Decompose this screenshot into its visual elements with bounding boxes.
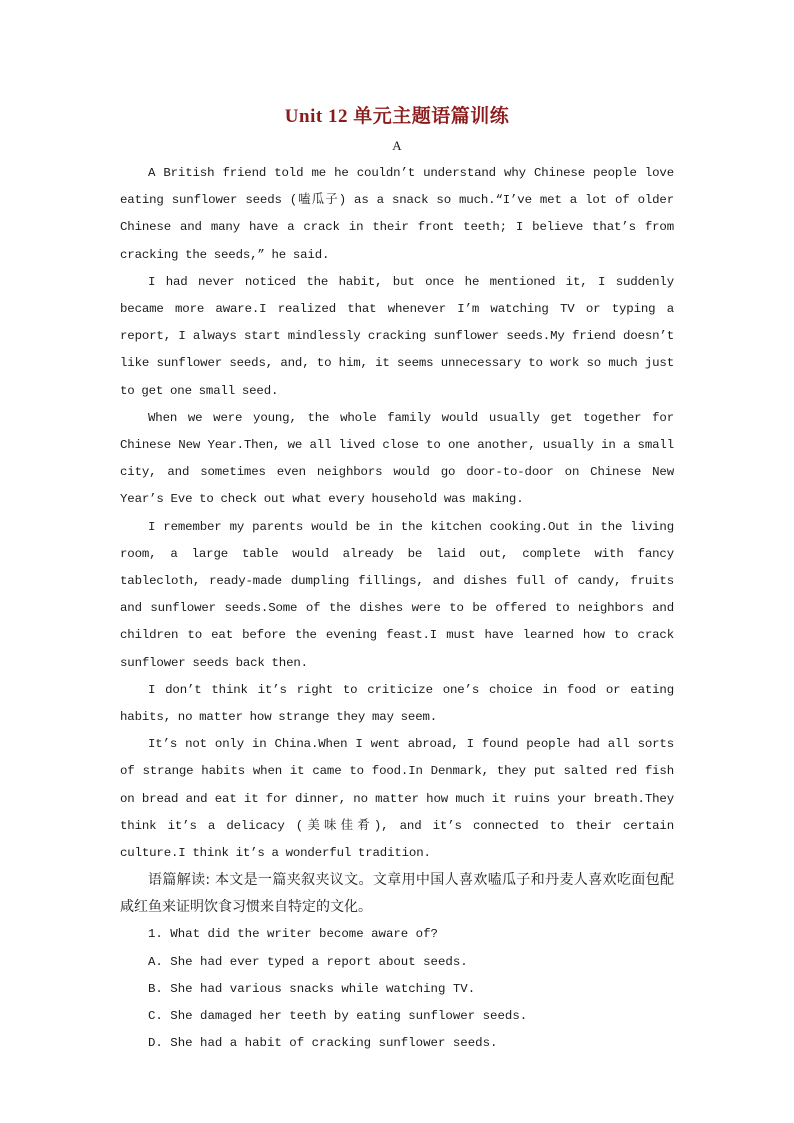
passage-paragraph-2: I had never noticed the habit, but once he mentioned it, I suddenly became more aware.I realized that whenever I’m watching TV or typing a report, I always start mindlessly cracking sunflower seeds.My friend doesn’t like sunflower seeds, and, to him, it seems unnecessary to work so much just to get one small seed.	[120, 274, 674, 398]
passage-paragraph-1: A British friend told me he couldn’t understand why Chinese people love eating sunflower seeds (嗑瓜子) as a snack so much.“I’ve met a lot of older Chinese and many have a crack in their front teeth; I believe that’s from cracking the seeds,” he said.	[120, 166, 674, 262]
document-page	[120, 104, 674, 1058]
passage-paragraph-6: It’s not only in China.When I went abroad, I found people had all sorts of strange habits when it came to food.In Denmark, they put salted red fish on bread and eat it for dinner, no matter how much it ruins your breath.They think it’s a delicacy (美味佳肴), and it’s connected to their certain culture.I think it’s a wonderful tradition.	[120, 737, 674, 861]
option-c: C. She damaged her teeth by eating sunflower seeds.	[148, 1009, 528, 1024]
passage	[120, 160, 674, 867]
option-a: A. She had ever typed a report about seeds.	[148, 954, 468, 969]
section-label: A	[392, 138, 402, 153]
option-d: D. She had a habit of cracking sunflower seeds.	[148, 1036, 498, 1051]
option-b: B. She had various snacks while watching TV.	[148, 981, 476, 996]
passage-paragraph-3: When we were young, the whole family would usually get together for Chinese New Year.Then, we all lived close to one another, usually in a small city, and sometimes even neighbors would go door-to-door on Chinese New Year’s Eve to check out what every household was making.	[120, 410, 674, 507]
page-title: Unit 12 单元主题语篇训练	[284, 106, 510, 127]
question-stem: 1. What did the writer become aware of?	[148, 927, 438, 942]
question-1	[120, 921, 674, 1057]
passage-analysis: 语篇解读: 本文是一篇夹叙夹议文。文章用中国人喜欢嗑瓜子和丹麦人喜欢吃面包配咸红鱼来证明饮食习惯来自特定的文化。	[120, 872, 674, 916]
passage-paragraph-4: I remember my parents would be in the kitchen cooking.Out in the living room, a large table would already be laid out, complete with fancy tablecloth, ready-made dumpling fillings, and dishes full of candy, fruits and sunflower seeds.Some of the dishes were to be offered to neighbors and children to eat before the evening feast.I must have learned how to crack sunflower seeds back then.	[120, 519, 674, 670]
passage-paragraph-5: I don’t think it’s right to criticize one’s choice in food or eating habits, no matter how strange they may seem.	[120, 682, 674, 725]
